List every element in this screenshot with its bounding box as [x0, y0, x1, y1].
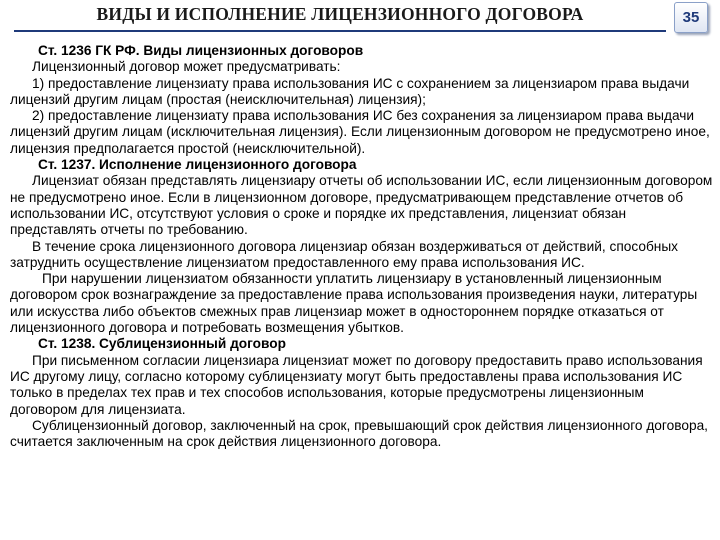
paragraph-sublicense: При письменном согласии лицензиара лицензиат может по договору предоставить право использования ИС другому лицу, согласно которому сублицензиату могут быть предоставлены права использования ИС только в пределах тех прав и тех способов использования, которые предусмотрены лицензионным договором для лицензиата.: [10, 352, 703, 417]
slide-title: ВИДЫ И ИСПОЛНЕНИЕ ЛИЦЕНЗИОННОГО ДОГОВОРА: [96, 4, 584, 24]
heading-article-1237: Ст. 1237. Исполнение лицензионного договора: [38, 157, 357, 173]
title-underline: [14, 30, 666, 32]
paragraph-licensor-duty: В течение срока лицензионного договора лицензиар обязан воздерживаться от действий, способных затруднить осуществление лицензиатом предоставленного ему права использования ИС.: [10, 238, 679, 270]
slide-body: [10, 43, 714, 450]
heading-article-1238: Ст. 1238. Сублицензионный договор: [38, 336, 286, 352]
page-number-badge: 35: [674, 2, 708, 33]
paragraph-payment-breach: При нарушении лицензиатом обязанности уплатить лицензиару в установленный лицензионным договором срок вознаграждение за предоставление права использования произведения науки, литературы или искусства либо объектов смежных прав лицензиар может в одностороннем порядке отказаться от лицензионного договора и потребовать возмещения убытков.: [10, 271, 698, 336]
paragraph-intro: Лицензионный договор может предусматривать:: [32, 59, 341, 75]
paragraph-sublicense-term: Сублицензионный договор, заключенный на срок, превышающий срок действия лицензионного договора, считается заключенным на срок действия лицензионного договора.: [10, 417, 708, 450]
paragraph-simple-license: 1) предоставление лицензиату права использования ИС с сохранением за лицензиаром права выдачи лицензий другим лицам (простая (неисключительная) лицензия);: [10, 75, 690, 107]
paragraph-reports: Лицензиат обязан представлять лицензиару отчеты об использовании ИС, если лицензионным договором не предусмотрено иное. Если в лицензионном договоре, предусматривающем представление отчетов об использовании ИС, отсутствуют условия о сроке и порядке их представления, лицензиат обязан представлять отчеты по требованию.: [10, 173, 713, 238]
paragraph-exclusive-license: 2) предоставление лицензиату права использования ИС без сохранения за лицензиаром права выдачи лицензий другим лицам (исключительная лицензия). Если лицензионным договором не предусмотрено иное, лицензия предполагается простой (неисключительной).: [10, 108, 710, 156]
heading-article-1236: Ст. 1236 ГК РФ. Виды лицензионных договоров: [38, 43, 364, 58]
